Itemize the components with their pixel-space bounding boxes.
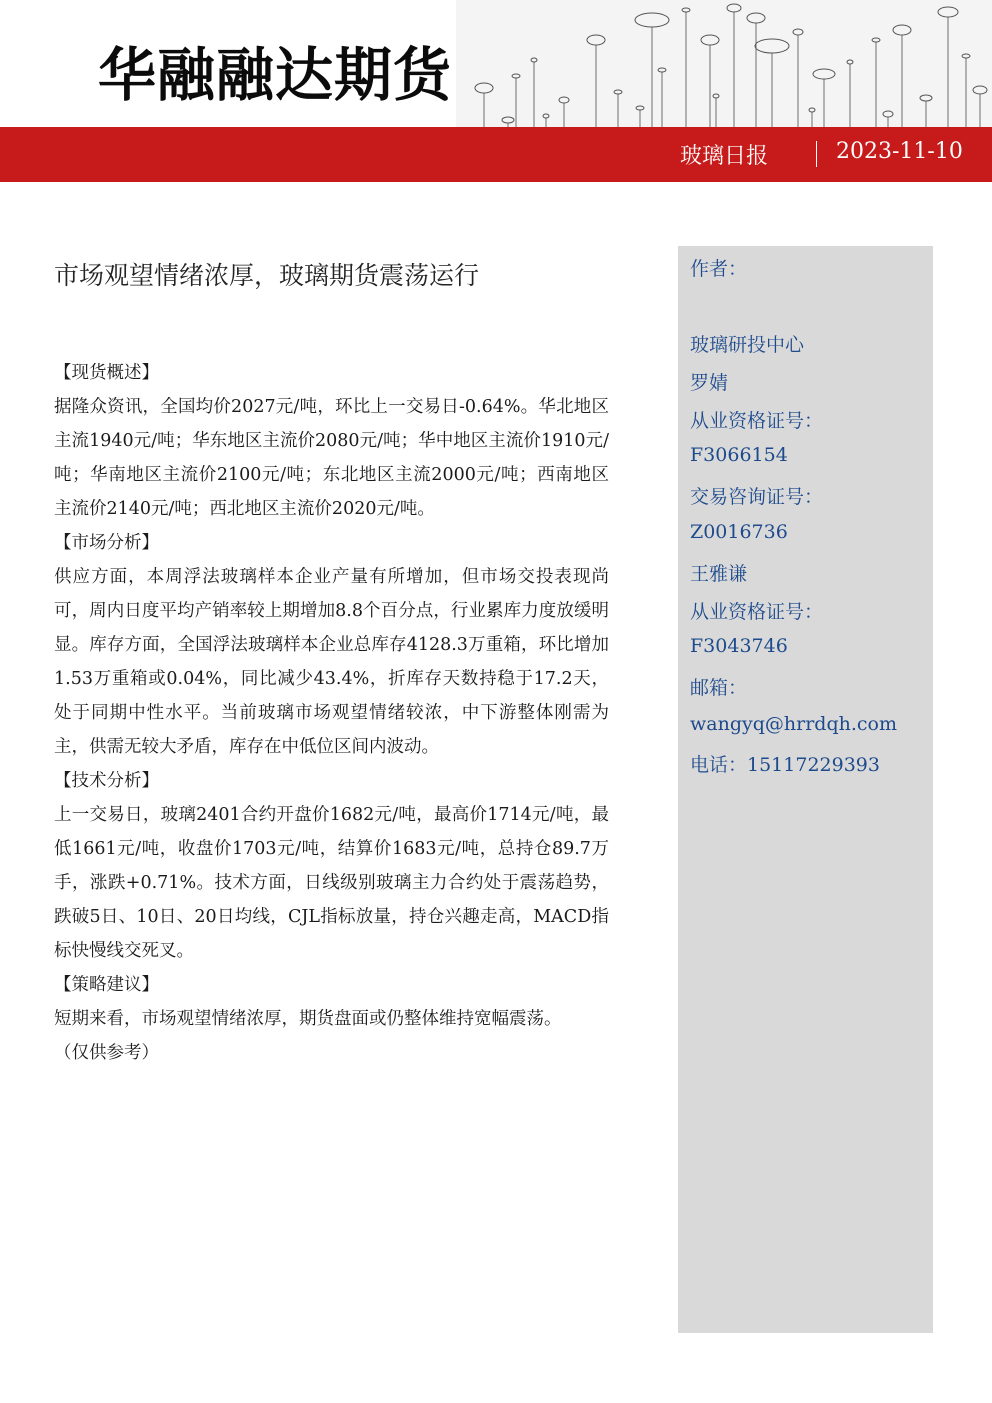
decorative-pin-head [793, 29, 803, 35]
section-heading-spot: 【现货概述】 [54, 363, 159, 383]
decorative-pin-head [559, 97, 569, 103]
decorative-pin-head [883, 111, 893, 117]
decorative-pin-head [962, 54, 970, 58]
decorative-pin-head [475, 83, 493, 93]
decorative-pin-head [872, 38, 880, 42]
qualification-number-2: F3043746 [690, 635, 788, 657]
decorative-pin-head [755, 39, 789, 53]
decorative-pin-head [938, 7, 958, 17]
decorative-pin-head [727, 4, 741, 12]
decorative-pin-head [701, 35, 719, 45]
author-label: 作者： [690, 258, 748, 280]
decorative-pin-head [543, 114, 549, 118]
author-name-1: 罗婧 [690, 372, 729, 394]
report-date: 2023-11-10 [836, 139, 963, 164]
qualification-label-1: 从业资格证号： [690, 410, 824, 432]
email-label: 邮箱： [690, 677, 748, 699]
author-name-2: 王雅谦 [690, 563, 748, 585]
author-sidebar [678, 246, 933, 1333]
decorative-pin-head [502, 117, 514, 123]
article-title: 市场观望情绪浓厚，玻璃期货震荡运行 [54, 261, 480, 290]
decorative-pin-head [893, 25, 911, 35]
decorative-pin-head [512, 74, 520, 78]
decorative-pin-head [682, 8, 690, 12]
decorative-pin-head [809, 108, 815, 112]
consulting-label: 交易咨询证号： [690, 486, 824, 508]
section-text-market: 供应方面，本周浮法玻璃样本企业产量有所增加，但市场交投表现尚可，周内日度平均产销率较上期增加8.8个百分点，行业累库力度放缓明显。库存方面，全国浮法玻璃样本企业总库存4128.3万重箱，环比增加1.53万重箱或0.04%，同比减少43.4%，折库存天数持稳于17.2天，处于同期中性水平。当前玻璃市场观望情绪较浓，中下游整体刚需为主，供需无较大矛盾，库存在中低位区间内波动。 [54, 567, 609, 757]
qualification-label-2: 从业资格证号： [690, 601, 824, 623]
decorative-pin-head [847, 60, 853, 64]
section-text-spot: 据隆众资讯，全国均价2027元/吨，环比上一交易日-0.64%。华北地区主流1940元/吨；华东地区主流价2080元/吨；华中地区主流价1910元/吨；华南地区主流价2100元/吨；东北地区主流2000元/吨；西南地区主流价2140元/吨；西北地区主流价2020元/吨。 [54, 397, 609, 519]
decorative-pin-head [635, 13, 669, 27]
section-heading-market: 【市场分析】 [54, 533, 159, 553]
section-heading-technical: 【技术分析】 [54, 771, 159, 791]
company-name: 华融融达期货 [98, 41, 453, 109]
decorative-pin-head [658, 68, 666, 72]
decorative-pin-head [973, 86, 987, 94]
section-text-strategy: 短期来看，市场观望情绪浓厚，期货盘面或仍整体维持宽幅震荡。 [54, 1009, 562, 1029]
decorative-pin-head [614, 90, 622, 94]
decorative-pin-head [813, 69, 835, 79]
decorative-pin-head [920, 95, 932, 101]
decorative-pin-head [587, 35, 605, 45]
disclaimer: （仅供参考） [54, 1043, 159, 1063]
qualification-number-1: F3066154 [690, 444, 788, 466]
article-body [54, 356, 609, 1070]
consulting-number: Z0016736 [690, 521, 788, 543]
section-text-technical: 上一交易日，玻璃2401合约开盘价1682元/吨，最高价1714元/吨，最低1661元/吨，收盘价1703元/吨，结算价1683元/吨，总持仓89.7万手，涨跌+0.71%。技术方面，日线级别玻璃主力合约处于震荡趋势，跌破5日、10日、20日均线，CJL指标放量，持仓兴趣走高，MACD指标快慢线交死叉。 [54, 805, 609, 961]
header-decorative-art [456, 0, 992, 132]
decorative-pin-head [747, 13, 765, 23]
band-separator [816, 141, 817, 167]
phone: 电话：15117229393 [690, 754, 880, 776]
decorative-pin-head [713, 94, 719, 98]
decorative-pin-head [531, 58, 537, 62]
decorative-pin-head [636, 106, 644, 110]
section-heading-strategy: 【策略建议】 [54, 975, 159, 995]
email-address[interactable]: wangyq@hrrdqh.com [690, 713, 897, 735]
research-center: 玻璃研投中心 [690, 334, 805, 356]
decorative-pins-graphic [456, 0, 992, 132]
report-type: 玻璃日报 [680, 144, 769, 169]
